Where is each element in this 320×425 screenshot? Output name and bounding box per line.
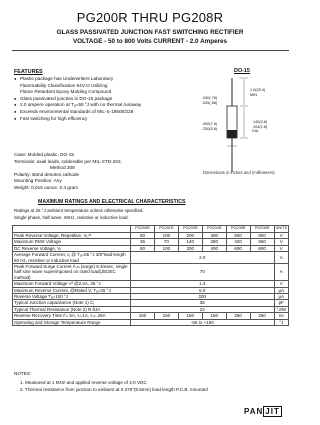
mech-method: Method 208 [50,165,75,171]
mech-terminals: Terminals: axial leads, solderable per MIL-STD-202, [14,158,122,164]
ratings-note-ambient: Ratings at 25 °J ambient temperature unless otherwise specified. [14,208,144,213]
value-cell: 150 [202,313,226,319]
unit-cell: µA [274,294,288,300]
unit-cell: °J/W [274,306,288,312]
parameter-cell: Peak Reverse Voltage, Repetitive, Vᵣᵣᵐ [13,233,131,239]
table-row [13,319,289,325]
column-header: PG206R [226,226,250,233]
value-cell: 35 [131,300,275,306]
unit-cell: A [274,252,288,264]
mech-case: Case: Molded plastic, DO-15 [14,152,74,157]
parameter-cell: Typical Thermal Resistance (Note 2) R θJA [13,306,131,312]
value-cell: 150 [154,313,178,319]
unit-cell: V [274,233,288,239]
feature-text: Exceeds environmental standards of MIL-S-19500/228 [20,108,134,114]
value-cell: 250 [250,313,274,319]
value-cell: 400 [202,233,226,239]
column-header: PG200R [131,226,155,233]
value-cell: 280 [202,239,226,245]
value-cell: 600 [226,233,250,239]
feature-item [14,89,189,96]
feature-text: Fast switching for high efficiency [20,115,88,121]
value-cell: 100 [154,245,178,251]
parameter-cell: Operating and Storage Temperature Range [13,319,131,325]
parameter-cell: Maximum Reverse Current, @Rated Vᵣ Tₐ=25 °J [13,287,131,293]
value-cell: 600 [226,245,250,251]
feature-item [14,76,189,83]
bullet-icon: ● [14,102,17,108]
value-cell: 150 [178,313,202,319]
feature-item [14,116,189,123]
dim-body-dia: .140(3.6) .104(2.6) DIA [252,120,268,134]
subtitle-ratings: VOLTAGE - 50 to 800 Volts CURRENT - 2.0 Amperes [72,38,228,45]
package-outline [196,68,288,176]
mech-polarity: Polarity: Band denotes cathode [14,171,80,177]
unit-cell: °J [274,319,288,325]
parameter-cell: Peak Forward Surge Current Iᶠₛₘ (surge) 8.3msec, single half sine wave superimposed on rated load(JEDEC method) [13,264,131,281]
bullet-icon: ● [14,95,17,101]
bullet-icon: ● [14,76,17,81]
dim-body-length: .300(7.6) .230(5.8) [202,122,218,131]
table-row [13,252,289,264]
feature-item [14,83,189,90]
value-cell: 1.3 [131,281,275,287]
dimensions-note: Dimensions in inches and (millimeters) [203,170,275,175]
value-cell: 800 [250,245,274,251]
mechanical-data [14,152,189,192]
value-cell: 5.0 [131,287,275,293]
mech-weight: Weight: 0.015 ounce, 0.4 gram [14,184,79,190]
header-blank [13,226,131,233]
parameter-cell: Maximum RMS Voltage [13,239,131,245]
value-cell: 250 [226,313,250,319]
column-header: PG202R [178,226,202,233]
value-cell: 140 [178,239,202,245]
unit-cell: A [274,264,288,281]
table-header-row [13,226,289,233]
header-rule [12,50,289,51]
feature-item [14,102,189,109]
column-header: PG208R [250,226,274,233]
value-cell: 50 [131,245,155,251]
column-header: UNITS [274,226,288,233]
feature-text: Plastic package has Underwriters Laboratory [20,76,114,81]
feature-text: Flammability Classification 94V-O Utilizing [20,82,108,88]
unit-cell: µA [274,287,288,293]
feature-item [14,96,189,103]
page-title: PG200R THRU PG208R [76,10,224,25]
table-row [13,264,289,281]
feature-text: 2.0 ampere operation at Tₐ=55 °J with no thermal runaway [20,102,142,108]
bullet-icon: ● [14,115,17,121]
parameter-cell: Average Forward Current, Iₒ @ Tₐ=55 °J 3/8"lead length 60 Hz, resistive or inductive load [13,252,131,264]
value-cell: 400 [202,245,226,251]
features-heading: FEATURES [14,69,43,75]
note-1: 1. Measured at 1 MHz and applied reverse voltage of 4.0 VDC [20,380,147,385]
notes-section [14,370,290,393]
unit-cell: ns [274,313,288,319]
feature-item [14,109,189,116]
value-cell: 560 [250,239,274,245]
ratings-notes [14,208,290,221]
column-header: PG204R [202,226,226,233]
value-cell: 70 [154,239,178,245]
unit-cell: pF [274,300,288,306]
value-cell: -55 to +150 [131,319,275,325]
features-list [14,76,189,122]
column-header: PG201R [154,226,178,233]
value-cell: 22 [131,306,275,312]
feature-text: Flame Retardant Epoxy Molding Compound [20,89,112,95]
parameter-cell: DC Reverse Voltage, Vᵣ [13,245,131,251]
mech-mounting: Mounting Position: Any [14,178,62,184]
ratings-heading: MAXIMUM RATINGS AND ELECTRICAL CHARACTERISTICS [38,199,186,205]
value-cell: 200 [178,233,202,239]
unit-cell: V [274,245,288,251]
package-label: DO-15 [234,68,250,74]
parameter-cell: Reverse Voltage Tₐ=100 °J [13,294,131,300]
dim-lead-dia: .030(.76) .026(.66) [202,96,218,105]
notes-heading: NOTES: [14,371,32,376]
value-cell: 100 [154,233,178,239]
value-cell: 50 [131,233,155,239]
value-cell: 200 [131,294,275,300]
value-cell: 800 [250,233,274,239]
specifications-table [12,225,289,326]
value-cell: 70 [131,264,275,281]
parameter-cell: Typical Junction capacitance (Note 1) Cⱼ [13,300,131,306]
value-cell: 35 [131,239,155,245]
dim-lead-length: 1.0(25.4) MIN [250,88,266,97]
unit-cell: V [274,281,288,287]
unit-cell: V [274,239,288,245]
subtitle-rectifier: GLASS PASSIVATED JUNCTION FAST SWITCHING RECTIFIER [56,29,244,36]
value-cell: 2.0 [131,252,275,264]
brand-logo: PAN JIT [244,407,280,416]
value-cell: 150 [131,313,155,319]
parameter-cell: Maximum Forward Voltage Vᶠ @2.0A, 25 °J [13,281,131,287]
note-2: 2. Thermal resistance from junction to ambient at 0.375"(9.5mm) lead length P.C.B. mounted [20,387,208,392]
bullet-icon: ● [14,108,17,114]
feature-text: Glass passivated junction in DO-15 package [20,95,113,101]
parameter-cell: Reverse Recovery Time Iᶠ=.5A, Iᵣ=1A, Iᵣᵣ=.25A [13,313,131,319]
ratings-note-phase: Single phase, half wave, 60Hz, resistive or inductive load. [14,214,129,220]
value-cell: 200 [178,245,202,251]
value-cell: 420 [226,239,250,245]
